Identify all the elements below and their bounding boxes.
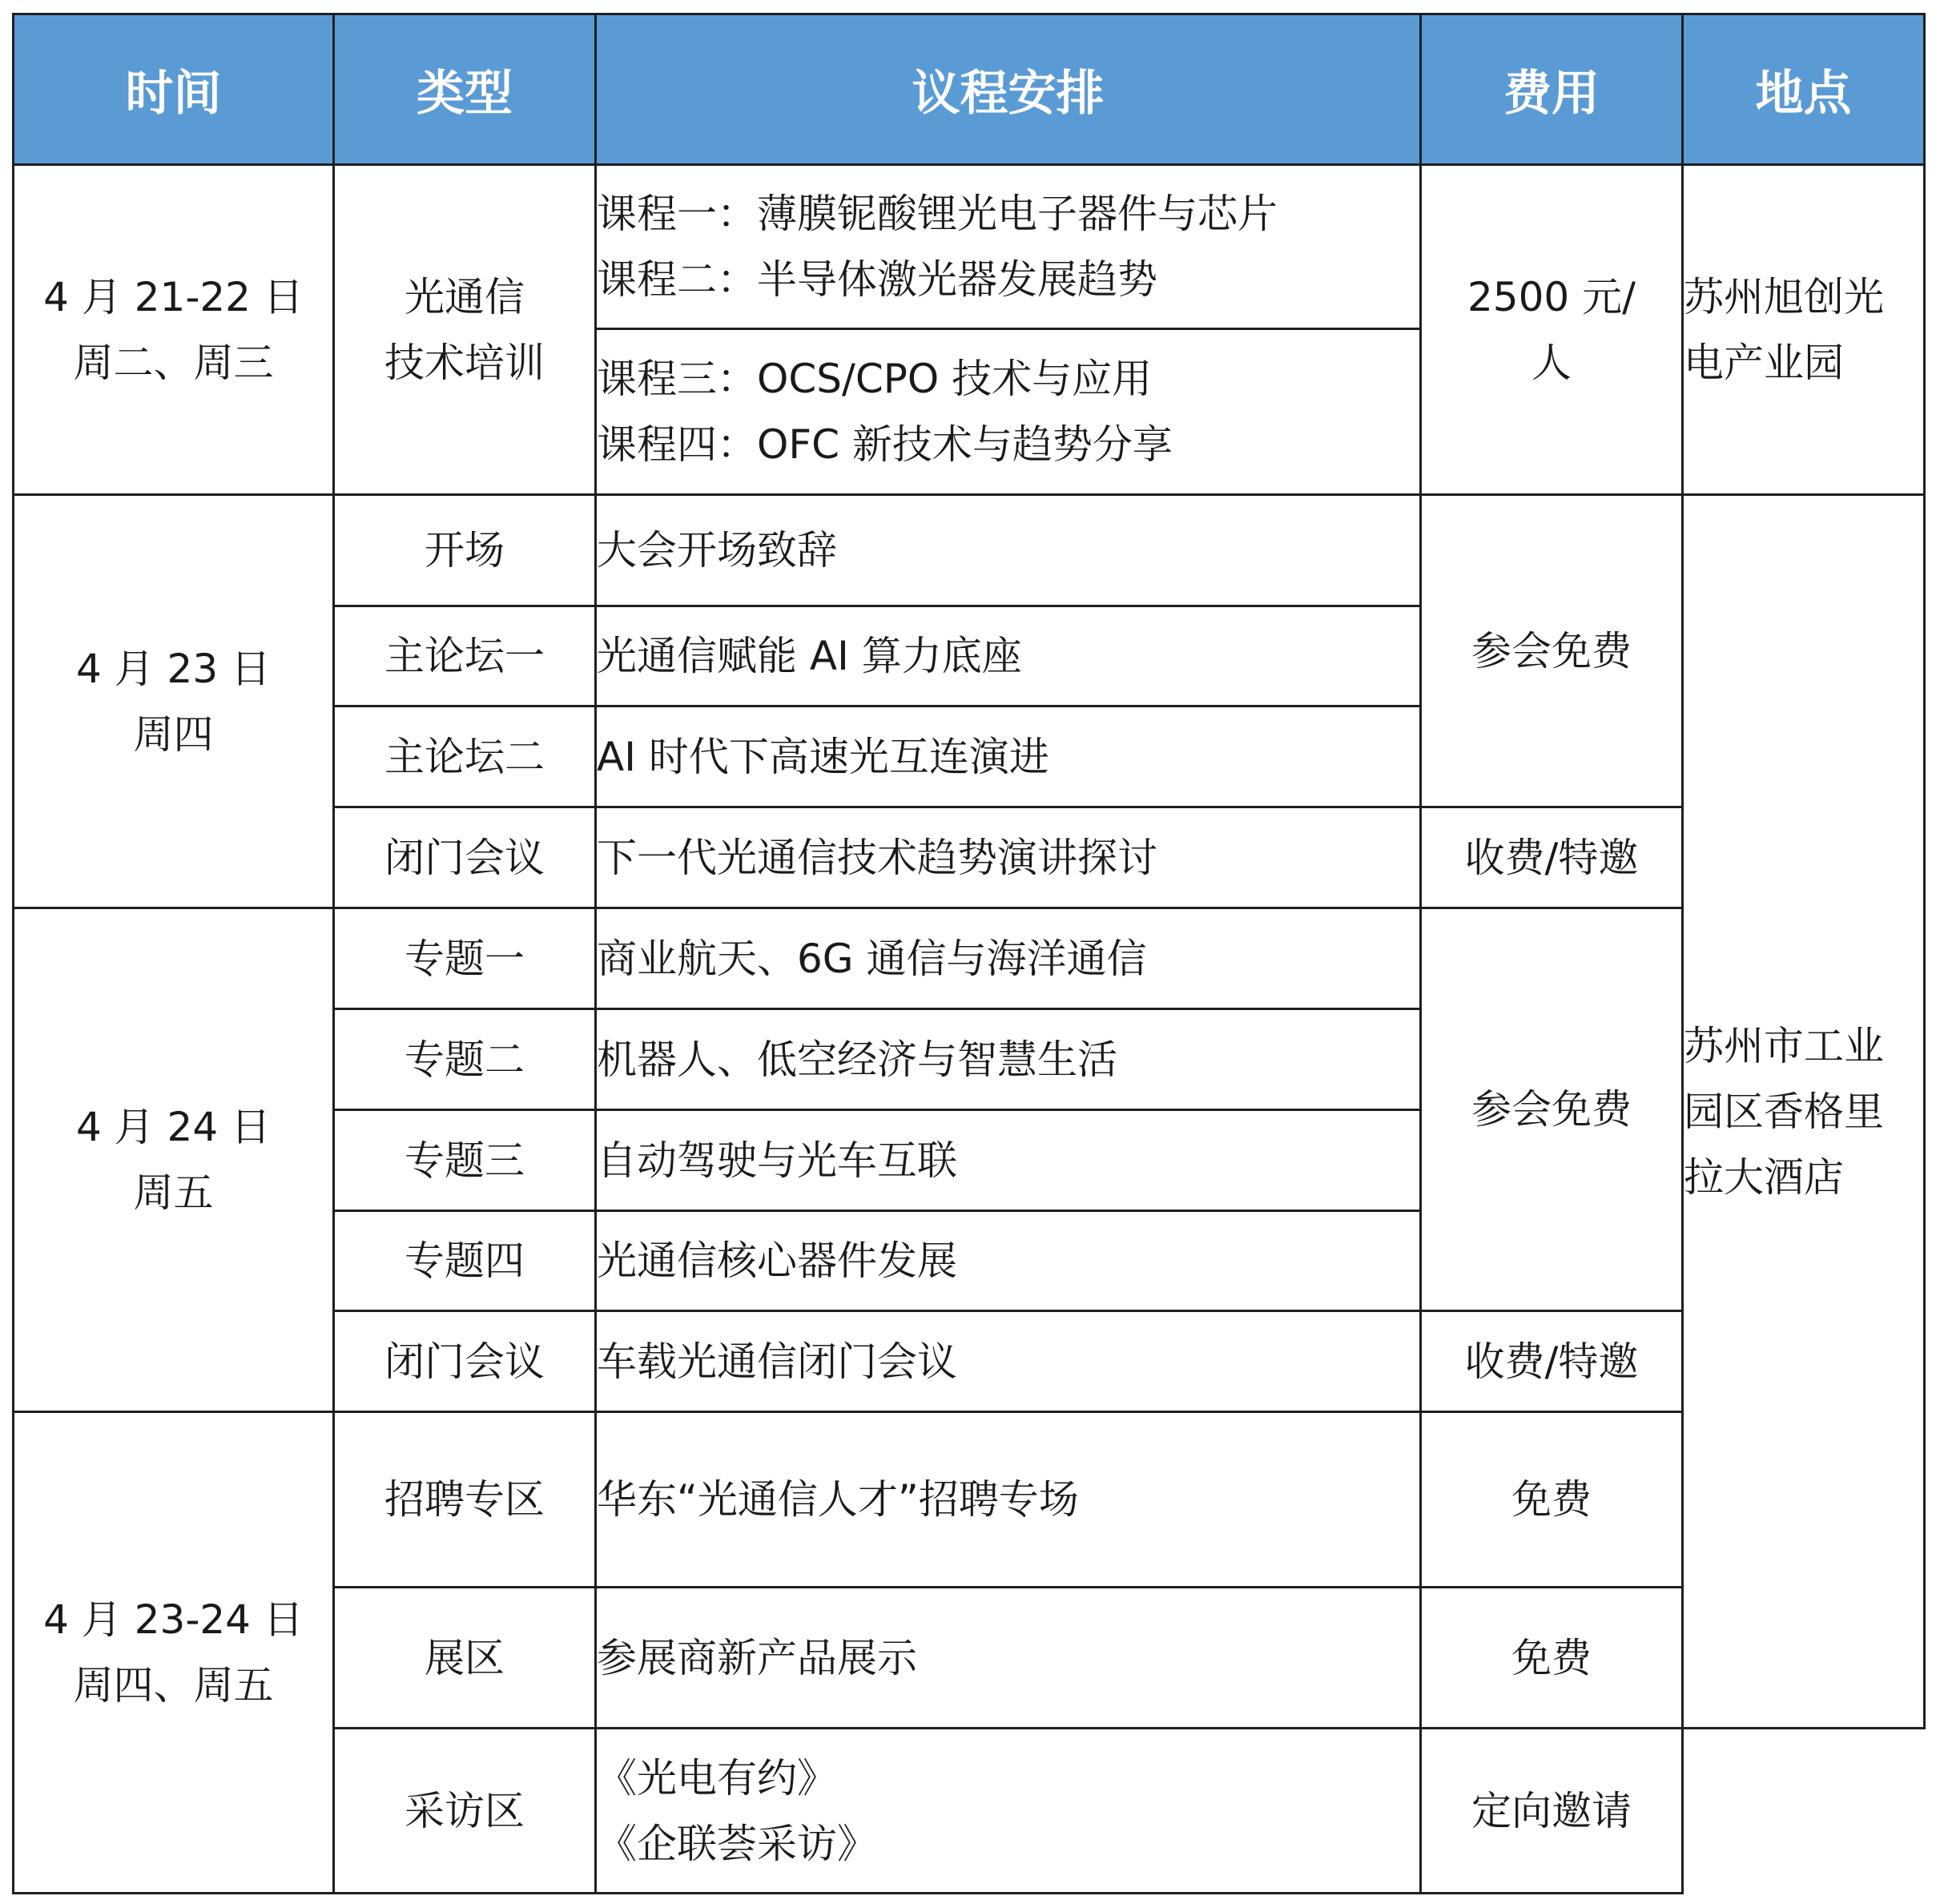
agenda-cell: 大会开场致辞 bbox=[596, 495, 1421, 606]
agenda-cell bbox=[596, 1729, 1421, 1894]
agenda-cell: 商业航天、6G 通信与海洋通信 bbox=[596, 908, 1421, 1009]
venue-text: 苏州旭创光电产业园 bbox=[1684, 273, 1884, 386]
time-weekday: 周四、周五 bbox=[73, 1662, 274, 1709]
time-cell bbox=[14, 908, 334, 1412]
fee-cell: 参会免费 bbox=[1421, 908, 1683, 1311]
type-cell: 展区 bbox=[334, 1588, 596, 1729]
venue-cell bbox=[1683, 165, 1925, 495]
time-weekday: 周四 bbox=[133, 710, 214, 758]
type-line: 光通信 bbox=[405, 273, 525, 320]
time-date: 4 月 24 日 bbox=[75, 1104, 272, 1150]
agenda-cell: 下一代光通信技术趋势演讲探讨 bbox=[596, 807, 1421, 908]
header-venue: 地点 bbox=[1683, 14, 1925, 165]
time-cell bbox=[14, 495, 334, 908]
table-row bbox=[14, 1412, 1925, 1588]
type-cell: 闭门会议 bbox=[334, 807, 596, 908]
fee-cell: 收费/特邀 bbox=[1421, 1311, 1683, 1412]
header-fee: 费用 bbox=[1421, 14, 1683, 165]
type-cell: 专题四 bbox=[334, 1211, 596, 1311]
course-item: 课程三：OCS/CPO 技术与应用 bbox=[597, 356, 1153, 402]
time-date: 4 月 23 日 bbox=[75, 645, 272, 692]
type-cell: 专题三 bbox=[334, 1110, 596, 1211]
course-item: 课程二：半导体激光器发展趋势 bbox=[597, 256, 1157, 303]
course-item: 课程四：OFC 新技术与趋势分享 bbox=[597, 421, 1173, 468]
time-cell bbox=[14, 165, 334, 495]
type-line: 技术培训 bbox=[384, 339, 545, 386]
agenda-cell: 光通信赋能 AI 算力底座 bbox=[596, 606, 1421, 706]
agenda-cell: AI 时代下高速光互连演进 bbox=[596, 706, 1421, 807]
interview-item: 《光电有约》 bbox=[597, 1754, 837, 1801]
type-cell: 专题一 bbox=[334, 908, 596, 1009]
type-cell: 专题二 bbox=[334, 1009, 596, 1110]
fee-cell: 参会免费 bbox=[1421, 495, 1683, 807]
agenda-cell: 机器人、低空经济与智慧生活 bbox=[596, 1009, 1421, 1110]
fee-line: 2500 元/ bbox=[1467, 273, 1636, 320]
time-weekday: 周二、周三 bbox=[73, 339, 274, 386]
type-cell bbox=[334, 165, 596, 495]
agenda-table bbox=[12, 13, 1926, 1894]
type-cell: 主论坛二 bbox=[334, 706, 596, 807]
agenda-cell: 参展商新产品展示 bbox=[596, 1588, 1421, 1729]
time-date: 4 月 21-22 日 bbox=[43, 273, 304, 320]
agenda-cell: 自动驾驶与光车互联 bbox=[596, 1110, 1421, 1211]
fee-line: 人 bbox=[1531, 339, 1572, 386]
time-cell bbox=[14, 1412, 334, 1894]
agenda-cell bbox=[596, 329, 1421, 495]
fee-cell: 收费/特邀 bbox=[1421, 807, 1683, 908]
agenda-cell bbox=[596, 165, 1421, 329]
fee-cell bbox=[1421, 165, 1683, 495]
type-cell: 开场 bbox=[334, 495, 596, 606]
agenda-cell: 光通信核心器件发展 bbox=[596, 1211, 1421, 1311]
header-type: 类型 bbox=[334, 14, 596, 165]
venue-cell bbox=[1683, 495, 1925, 1729]
interview-item: 《企联荟采访》 bbox=[597, 1820, 877, 1867]
time-weekday: 周五 bbox=[133, 1169, 214, 1216]
agenda-cell: 华东“光通信人才”招聘专场 bbox=[596, 1412, 1421, 1588]
course-item: 课程一：薄膜铌酸锂光电子器件与芯片 bbox=[597, 191, 1278, 237]
type-cell: 采访区 bbox=[334, 1729, 596, 1894]
table-row bbox=[14, 165, 1925, 329]
agenda-cell: 车载光通信闭门会议 bbox=[596, 1311, 1421, 1412]
type-cell: 闭门会议 bbox=[334, 1311, 596, 1412]
header-time: 时间 bbox=[14, 14, 334, 165]
fee-cell: 免费 bbox=[1421, 1588, 1683, 1729]
header-agenda: 议程安排 bbox=[596, 14, 1421, 165]
fee-cell: 定向邀请 bbox=[1421, 1729, 1683, 1894]
type-cell: 招聘专区 bbox=[334, 1412, 596, 1588]
venue-text: 苏州市工业园区香格里拉大酒店 bbox=[1684, 1022, 1884, 1201]
table-row bbox=[14, 908, 1925, 1009]
time-date: 4 月 23-24 日 bbox=[43, 1596, 304, 1643]
header-row bbox=[14, 14, 1925, 165]
table-row bbox=[14, 495, 1925, 606]
type-cell: 主论坛一 bbox=[334, 606, 596, 706]
fee-cell: 免费 bbox=[1421, 1412, 1683, 1588]
